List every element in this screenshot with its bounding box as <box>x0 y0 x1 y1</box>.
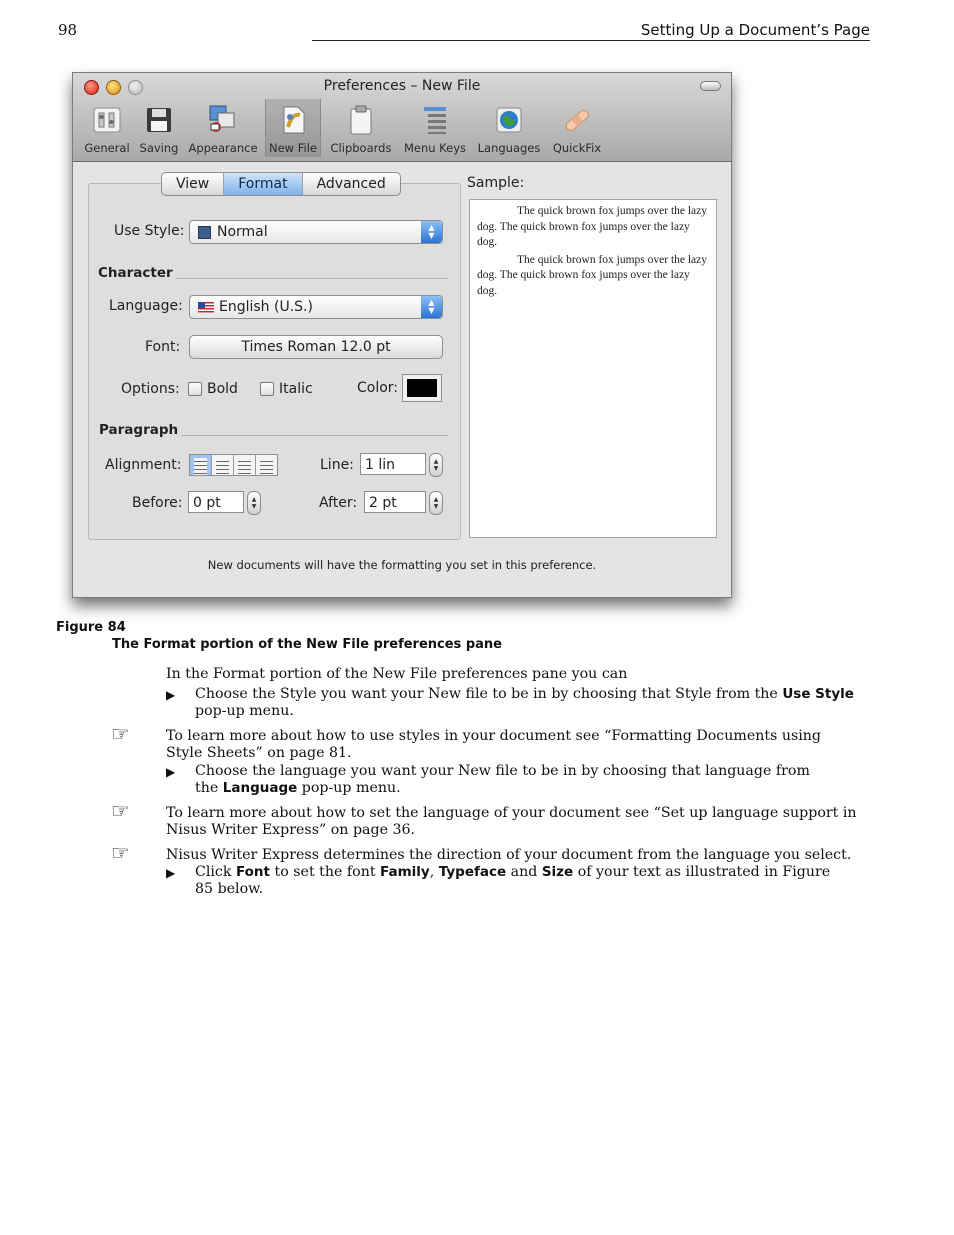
toolbar-saving[interactable] <box>135 99 183 157</box>
general-switch-icon <box>91 104 123 136</box>
bullet-bold-term: Size <box>541 864 574 880</box>
appearance-icon <box>207 104 239 136</box>
line-spacing-stepper[interactable]: ▲ ▼ <box>429 453 443 477</box>
use-style-value: Normal <box>217 224 268 240</box>
after-spacing-stepper[interactable]: ▲ ▼ <box>429 491 443 515</box>
note-paragraph: To learn more about how to use styles in your document see “Formatting Documents using Style Sheets” on page 81. <box>166 728 822 761</box>
tab-advanced[interactable]: Advanced <box>316 176 386 192</box>
page-number: 98 <box>58 21 78 39</box>
options-label: Options: <box>121 381 180 397</box>
toolbar-menu-keys[interactable] <box>401 99 469 157</box>
toolbar-general[interactable] <box>81 99 133 157</box>
window-footer-note: New documents will have the formatting you set in this preference. <box>207 558 597 572</box>
bandage-icon <box>561 104 593 136</box>
bullet-text: to set the font <box>270 864 381 880</box>
language-value: English (U.S.) <box>219 299 313 315</box>
menu-keys-icon <box>419 104 451 136</box>
align-left-icon[interactable] <box>190 455 212 475</box>
new-file-icon <box>277 104 309 136</box>
italic-label: Italic <box>279 381 313 397</box>
font-label: Font: <box>145 339 181 355</box>
pointing-hand-icon: ☞ <box>111 722 130 746</box>
toolbar-label: General <box>84 141 130 155</box>
color-swatch <box>407 379 437 397</box>
figure-title: The Format portion of the New File preferences pane <box>112 637 502 652</box>
popup-arrows-icon: ▲ ▼ <box>421 296 442 318</box>
align-right-icon[interactable] <box>234 455 256 475</box>
color-well[interactable] <box>402 374 442 402</box>
language-label: Language: <box>109 298 183 314</box>
toolbar-quickfix[interactable] <box>549 99 605 157</box>
toolbar-new-file[interactable] <box>265 99 321 157</box>
character-header: Character <box>98 265 173 281</box>
after-label: After: <box>319 495 358 511</box>
bullet-bold-term: Family <box>380 864 430 880</box>
section-divider <box>181 435 448 436</box>
toolbar-toggle-button[interactable] <box>700 81 721 91</box>
use-style-label: Use Style: <box>114 223 185 239</box>
bullet-text: of your text as illustrated in Figure 85 below. <box>195 864 831 897</box>
running-head: Setting Up a Document’s Page <box>640 21 870 39</box>
alignment-control <box>189 454 278 476</box>
bullet-icon: ▶ <box>166 866 176 880</box>
bullet-icon: ▶ <box>166 688 176 702</box>
bullet-text: Click <box>195 864 236 880</box>
language-popup[interactable] <box>189 295 443 319</box>
bullet-bold-term: Typeface <box>438 864 507 880</box>
bullet-text: , <box>429 864 439 880</box>
bold-label: Bold <box>207 381 238 397</box>
bullet-text: pop-up menu. <box>195 703 294 719</box>
popup-arrows-icon: ▲ ▼ <box>421 221 442 243</box>
paragraph-header: Paragraph <box>99 422 179 438</box>
style-icon <box>198 226 211 239</box>
before-spacing-field[interactable]: 0 pt <box>188 491 244 513</box>
line-label: Line: <box>320 457 354 473</box>
bullet-bold-term: Use Style <box>782 686 854 702</box>
preferences-window <box>72 72 732 598</box>
use-style-popup[interactable] <box>189 220 443 244</box>
bullet-text: and <box>506 864 542 880</box>
pointing-hand-icon: ☞ <box>111 841 130 865</box>
toolbar-label: New File <box>269 141 317 155</box>
pointing-hand-icon: ☞ <box>111 799 130 823</box>
toolbar-label: QuickFix <box>552 141 602 155</box>
clipboard-icon <box>345 104 377 136</box>
toolbar-clipboards[interactable] <box>327 99 395 157</box>
sample-preview <box>469 199 717 538</box>
us-flag-icon <box>198 302 214 313</box>
font-button[interactable]: Times Roman 12.0 pt <box>189 335 443 359</box>
toolbar-label: Saving <box>139 141 179 155</box>
tab-view[interactable]: View <box>162 173 224 195</box>
sample-paragraph: The quick brown fox jumps over the lazy dog. The quick brown fox jumps over the lazy dog. <box>477 253 708 297</box>
line-spacing-field[interactable]: 1 lin <box>360 453 426 475</box>
section-divider <box>176 278 448 279</box>
after-spacing-field[interactable]: 2 pt <box>364 491 426 513</box>
intro-paragraph: In the Format portion of the New File preferences pane you can <box>166 666 628 682</box>
bullet-text: Choose the language you want your New file to be in by choosing that language from the <box>195 763 810 796</box>
before-label: Before: <box>132 495 183 511</box>
color-label: Color: <box>357 380 399 396</box>
toolbar-languages[interactable] <box>475 99 543 157</box>
bullet-bold-term: Language <box>222 780 298 796</box>
alignment-label: Alignment: <box>105 457 182 473</box>
figure-number: Figure 84 <box>56 620 126 635</box>
toolbar-appearance[interactable] <box>187 99 259 157</box>
tab-segmented-control <box>161 172 401 196</box>
italic-checkbox[interactable] <box>260 382 274 396</box>
toolbar-label: Menu Keys <box>403 141 467 155</box>
bold-checkbox[interactable] <box>188 382 202 396</box>
note-paragraph: Nisus Writer Express determines the direction of your document from the language you select. <box>166 847 852 863</box>
note-paragraph: To learn more about how to set the language of your document see “Set up language support in Nisus Writer Express” on page 36. <box>166 805 857 838</box>
window-titlebar <box>73 73 731 162</box>
align-center-icon[interactable] <box>212 455 234 475</box>
toolbar-label: Languages <box>477 141 541 155</box>
bullet-item <box>195 686 860 720</box>
sample-label: Sample: <box>467 175 525 191</box>
toolbar-label: Clipboards <box>330 141 392 155</box>
bullet-icon: ▶ <box>166 765 176 779</box>
globe-icon <box>493 104 525 136</box>
floppy-disk-icon <box>143 104 175 136</box>
tab-format[interactable]: Format <box>224 173 302 195</box>
align-justify-icon[interactable] <box>256 455 277 475</box>
sample-paragraph: The quick brown fox jumps over the lazy dog. The quick brown fox jumps over the lazy dog. <box>477 205 708 248</box>
bullet-text: pop-up menu. <box>297 780 401 796</box>
header-rule <box>312 40 870 41</box>
bullet-bold-term: Font <box>235 864 270 880</box>
toolbar-label: Appearance <box>188 141 258 155</box>
bullet-text: Choose the Style you want your New file to be in by choosing that Style from the <box>195 686 783 702</box>
window-title: Preferences – New File <box>323 78 481 94</box>
bullet-item <box>195 763 835 797</box>
bullet-item <box>195 864 835 898</box>
before-spacing-stepper[interactable]: ▲ ▼ <box>247 491 261 515</box>
